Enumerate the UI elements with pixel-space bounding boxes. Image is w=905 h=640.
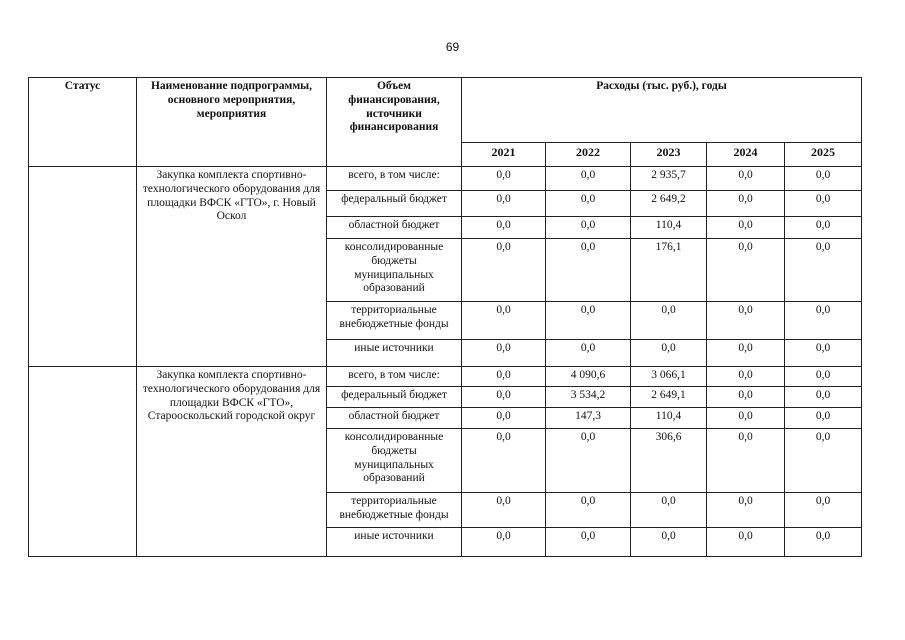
- value-cell: 0,0: [462, 408, 546, 429]
- value-cell: 0,0: [785, 367, 862, 387]
- value-cell: 0,0: [785, 340, 862, 367]
- value-cell: 3 066,1: [631, 367, 707, 387]
- table-row: [29, 367, 862, 387]
- value-cell: 0,0: [707, 408, 785, 429]
- value-cell: 0,0: [785, 217, 862, 239]
- header-year: 2022: [546, 143, 631, 167]
- value-cell: 147,3: [546, 408, 631, 429]
- value-cell: 0,0: [785, 429, 862, 493]
- source-cell: консолидированные бюджеты муниципальных образований: [327, 429, 462, 493]
- financing-table: [28, 77, 862, 557]
- source-cell: всего, в том числе:: [327, 367, 462, 387]
- value-cell: 0,0: [631, 493, 707, 528]
- value-cell: 0,0: [785, 493, 862, 528]
- value-cell: 110,4: [631, 217, 707, 239]
- value-cell: 0,0: [462, 302, 546, 340]
- value-cell: 0,0: [546, 429, 631, 493]
- value-cell: 0,0: [785, 528, 862, 557]
- status-cell: [29, 167, 137, 367]
- value-cell: 0,0: [546, 239, 631, 302]
- value-cell: 306,6: [631, 429, 707, 493]
- event-name-cell: Закупка комплекта спортивно-технологического оборудования для площадки ВФСК «ГТО», Старооскольский городской округ: [137, 367, 327, 557]
- value-cell: 0,0: [785, 239, 862, 302]
- value-cell: 0,0: [631, 302, 707, 340]
- value-cell: 0,0: [785, 191, 862, 217]
- value-cell: 0,0: [631, 528, 707, 557]
- source-cell: всего, в том числе:: [327, 167, 462, 191]
- value-cell: 176,1: [631, 239, 707, 302]
- table-row: [29, 167, 862, 191]
- source-cell: федеральный бюджет: [327, 387, 462, 408]
- value-cell: 0,0: [785, 167, 862, 191]
- value-cell: 0,0: [546, 528, 631, 557]
- source-cell: иные источники: [327, 528, 462, 557]
- value-cell: 0,0: [462, 217, 546, 239]
- value-cell: 0,0: [707, 191, 785, 217]
- value-cell: 0,0: [785, 302, 862, 340]
- value-cell: 0,0: [462, 340, 546, 367]
- value-cell: 0,0: [462, 387, 546, 408]
- header-year: 2021: [462, 143, 546, 167]
- value-cell: 0,0: [546, 167, 631, 191]
- value-cell: 0,0: [462, 167, 546, 191]
- value-cell: 110,4: [631, 408, 707, 429]
- value-cell: 0,0: [546, 340, 631, 367]
- header-status: Статус: [29, 78, 137, 167]
- value-cell: 2 935,7: [631, 167, 707, 191]
- header-year: 2023: [631, 143, 707, 167]
- value-cell: 2 649,1: [631, 387, 707, 408]
- header-volume: Объем финансирования, источники финансирования: [327, 78, 462, 167]
- event-name-cell: Закупка комплекта спортивно-технологического оборудования для площадки ВФСК «ГТО», г. Новый Оскол: [137, 167, 327, 367]
- value-cell: 4 090,6: [546, 367, 631, 387]
- value-cell: 3 534,2: [546, 387, 631, 408]
- header-name: Наименование подпрограммы, основного мероприятия, мероприятия: [137, 78, 327, 167]
- value-cell: 0,0: [546, 493, 631, 528]
- value-cell: 0,0: [707, 367, 785, 387]
- value-cell: 0,0: [546, 217, 631, 239]
- source-cell: консолидированные бюджеты муниципальных образований: [327, 239, 462, 302]
- source-cell: иные источники: [327, 340, 462, 367]
- value-cell: 0,0: [631, 340, 707, 367]
- value-cell: 0,0: [707, 528, 785, 557]
- value-cell: 0,0: [707, 302, 785, 340]
- value-cell: 0,0: [785, 387, 862, 408]
- value-cell: 0,0: [707, 217, 785, 239]
- value-cell: 0,0: [462, 429, 546, 493]
- header-year: 2025: [785, 143, 862, 167]
- status-cell: [29, 367, 137, 557]
- value-cell: 0,0: [462, 191, 546, 217]
- value-cell: 0,0: [707, 493, 785, 528]
- value-cell: 0,0: [462, 528, 546, 557]
- page-number: 69: [445, 40, 460, 54]
- header-year: 2024: [707, 143, 785, 167]
- source-cell: областной бюджет: [327, 217, 462, 239]
- value-cell: 0,0: [462, 239, 546, 302]
- source-cell: областной бюджет: [327, 408, 462, 429]
- header-expenses: Расходы (тыс. руб.), годы: [462, 78, 862, 143]
- value-cell: 0,0: [707, 239, 785, 302]
- value-cell: 2 649,2: [631, 191, 707, 217]
- source-cell: федеральный бюджет: [327, 191, 462, 217]
- value-cell: 0,0: [707, 167, 785, 191]
- value-cell: 0,0: [546, 191, 631, 217]
- value-cell: 0,0: [785, 408, 862, 429]
- source-cell: территориальные внебюджетные фонды: [327, 302, 462, 340]
- value-cell: 0,0: [707, 340, 785, 367]
- source-cell: территориальные внебюджетные фонды: [327, 493, 462, 528]
- value-cell: 0,0: [462, 493, 546, 528]
- value-cell: 0,0: [462, 367, 546, 387]
- value-cell: 0,0: [546, 302, 631, 340]
- value-cell: 0,0: [707, 429, 785, 493]
- value-cell: 0,0: [707, 387, 785, 408]
